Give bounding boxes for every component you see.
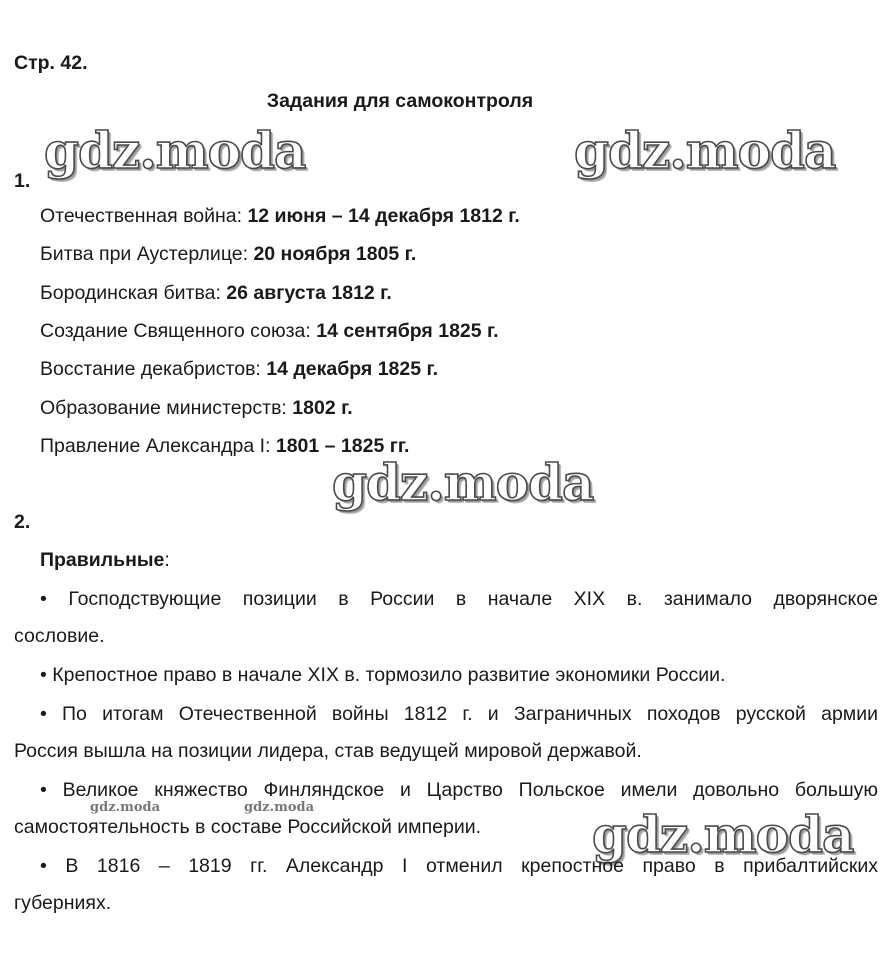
date-item	[40, 205, 520, 228]
watermark-logo-small: gdz.moda	[244, 800, 315, 815]
subtitle-colon: :	[164, 549, 170, 571]
event-date: 14 декабря 1825 г.	[266, 358, 439, 380]
date-item	[40, 435, 409, 458]
date-item	[40, 358, 438, 381]
statement	[14, 779, 878, 839]
event-name: Бородинская битва:	[40, 282, 227, 304]
date-item	[40, 320, 499, 343]
statement-line: самостоятельность в составе Российской империи.	[14, 816, 482, 838]
event-date: 1802 г.	[292, 397, 353, 419]
watermark-logo: gdz.moda	[592, 805, 854, 864]
date-item	[40, 397, 353, 420]
task-number: 1.	[14, 170, 31, 192]
watermark-logo: gdz.moda	[332, 453, 594, 512]
statement	[14, 855, 878, 915]
event-name: Образование министерств:	[40, 397, 293, 419]
event-date: 1801 – 1825 гг.	[275, 435, 410, 457]
statement-line: • Господствующие позиции в России в начале XIX в. занимало дворянское	[40, 588, 878, 610]
watermark-logo-small: gdz.moda	[90, 800, 161, 815]
answer-subtitle	[40, 549, 170, 572]
section-heading: Задания для самоконтроля	[266, 90, 534, 112]
statement-line: губерниях.	[14, 892, 112, 914]
event-name: Создание Священного союза:	[40, 320, 317, 342]
task-number: 2.	[14, 511, 31, 533]
event-date: 12 июня – 14 декабря 1812 г.	[247, 205, 520, 227]
statement	[14, 588, 878, 648]
event-name: Битва при Аустерлице:	[40, 243, 254, 265]
event-date: 14 сентября 1825 г.	[316, 320, 499, 342]
statement-line: Россия вышла на позиции лидера, став ведущей мировой державой.	[14, 740, 642, 762]
watermark-logo: gdz.moda	[574, 121, 836, 180]
statement-line: сословие.	[14, 625, 105, 647]
subtitle-text: Правильные	[40, 549, 165, 571]
watermark-logo: gdz.moda	[44, 121, 306, 180]
page-number: Стр. 42.	[14, 52, 88, 74]
statement-line: • В 1816 – 1819 гг. Александр I отменил крепостное право в прибалтийских	[40, 855, 878, 877]
statement-line: • Великое княжество Финляндское и Царство Польское имели довольно большую	[40, 779, 878, 801]
date-item	[40, 282, 392, 305]
event-date: 20 ноября 1805 г.	[253, 243, 417, 265]
event-name: Правление Александра I:	[40, 435, 276, 457]
statement-line: • Крепостное право в начале XIX в. тормозило развитие экономики России.	[40, 664, 726, 686]
event-name: Отечественная война:	[40, 205, 248, 227]
statement	[14, 703, 878, 763]
statement-line: • По итогам Отечественной войны 1812 г. и Заграничных походов русской армии	[40, 703, 878, 725]
event-name: Восстание декабристов:	[40, 358, 267, 380]
event-date: 26 августа 1812 г.	[226, 282, 392, 304]
statement	[14, 664, 878, 687]
date-item	[40, 243, 416, 266]
